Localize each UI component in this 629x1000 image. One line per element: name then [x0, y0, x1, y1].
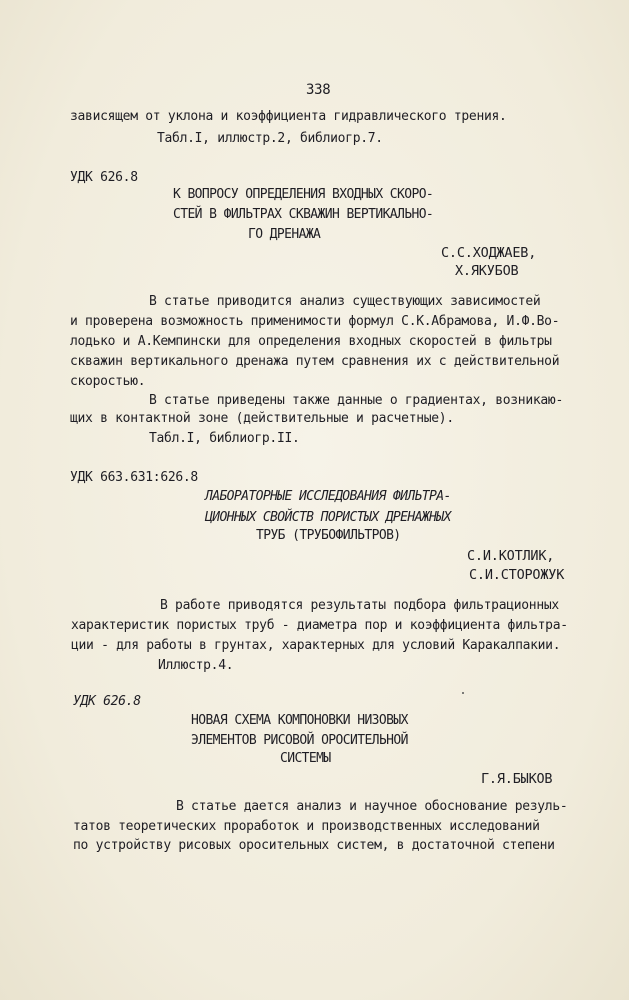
author-1-1: С.С.ХОДЖАЕВ,: [441, 245, 537, 261]
article-title-2-line-1: ЛАБОРАТОРНЫЕ ИССЛЕДОВАНИЯ ФИЛЬТРА-: [205, 489, 451, 504]
udk-code-2: УДК 663.631:626.8: [70, 470, 198, 485]
abstract-2-line-4: Иллюстр.4.: [158, 658, 234, 673]
abstract-3-line-1: В статье дается анализ и научное обоснование резуль-: [176, 799, 568, 814]
abstract-3-line-2: татов теоретических проработок и производственных исследований: [73, 819, 540, 834]
abstract-1-line-3: лодько и А.Кемпински для определения входных скоростей в фильтры: [70, 334, 552, 349]
udk-code-3: УДК 626.8: [73, 694, 141, 709]
article-title-1-line-2: СТЕЙ В ФИЛЬТРАХ СКВАЖИН ВЕРТИКАЛЬНО-: [173, 207, 434, 222]
abstract-1-line-1: В статье приводится анализ существующих зависимостей: [149, 294, 541, 309]
udk-code-1: УДК 626.8: [70, 170, 138, 185]
abstract-1-line-7: щих в контактной зоне (действительные и расчетные).: [70, 411, 454, 426]
abstract-1-line-5: скоростью.: [70, 374, 146, 389]
article-title-2-line-3: ТРУБ (ТРУБОФИЛЬТРОВ): [256, 528, 401, 543]
abstract-1-line-6: В статье приведены также данные о градиентах, возникаю-: [149, 393, 563, 408]
abstract-2-line-3: ции - для работы в грунтах, характерных для условий Каракалпакии.: [71, 638, 561, 653]
abstract-2-line-1: В работе приводятся результаты подбора фильтрационных: [160, 598, 559, 613]
abstract-1-line-2: и проверена возможность применимости формул С.К.Абрамова, И.Ф.Во-: [70, 314, 560, 329]
author-3-1: Г.Я.БЫКОВ: [481, 771, 553, 787]
article-title-2-line-2: ЦИОННЫХ СВОЙСТВ ПОРИСТЫХ ДРЕНАЖНЫХ: [205, 510, 451, 525]
abstract-2-line-2: характеристик пористых труб - диаметра пор и коэффициента фильтра-: [71, 618, 568, 633]
article-title-3-line-2: ЭЛЕМЕНТОВ РИСОВОЙ ОРОСИТЕЛЬНОЙ: [191, 733, 408, 748]
article-title-1-line-1: К ВОПРОСУ ОПРЕДЕЛЕНИЯ ВХОДНЫХ СКОРО-: [173, 187, 434, 202]
page-number: 338: [306, 82, 331, 98]
author-2-1: С.И.КОТЛИК,: [467, 548, 555, 564]
article-title-3-line-3: СИСТЕМЫ: [280, 751, 331, 766]
abstract-1-line-8: Табл.I, библиогр.II.: [149, 431, 300, 446]
abstract-3-line-3: по устройству рисовых оросительных систем, в достаточной степени: [73, 838, 555, 853]
abstract-1-line-4: скважин вертикального дренажа путем сравнения их с действительной: [70, 354, 560, 369]
article-title-1-line-3: ГО ДРЕНАЖА: [248, 227, 321, 242]
article-title-3-line-1: НОВАЯ СХЕМА КОМПОНОВКИ НИЗОВЫХ: [191, 713, 408, 728]
ink-speck: [462, 692, 464, 694]
author-2-2: С.И.СТОРОЖУК: [469, 567, 565, 583]
intro-line-1: зависящем от уклона и коэффициента гидравлического трения.: [70, 109, 507, 124]
intro-line-2: Табл.I, иллюстр.2, библиогр.7.: [157, 131, 383, 146]
author-1-2: Х.ЯКУБОВ: [455, 263, 519, 279]
